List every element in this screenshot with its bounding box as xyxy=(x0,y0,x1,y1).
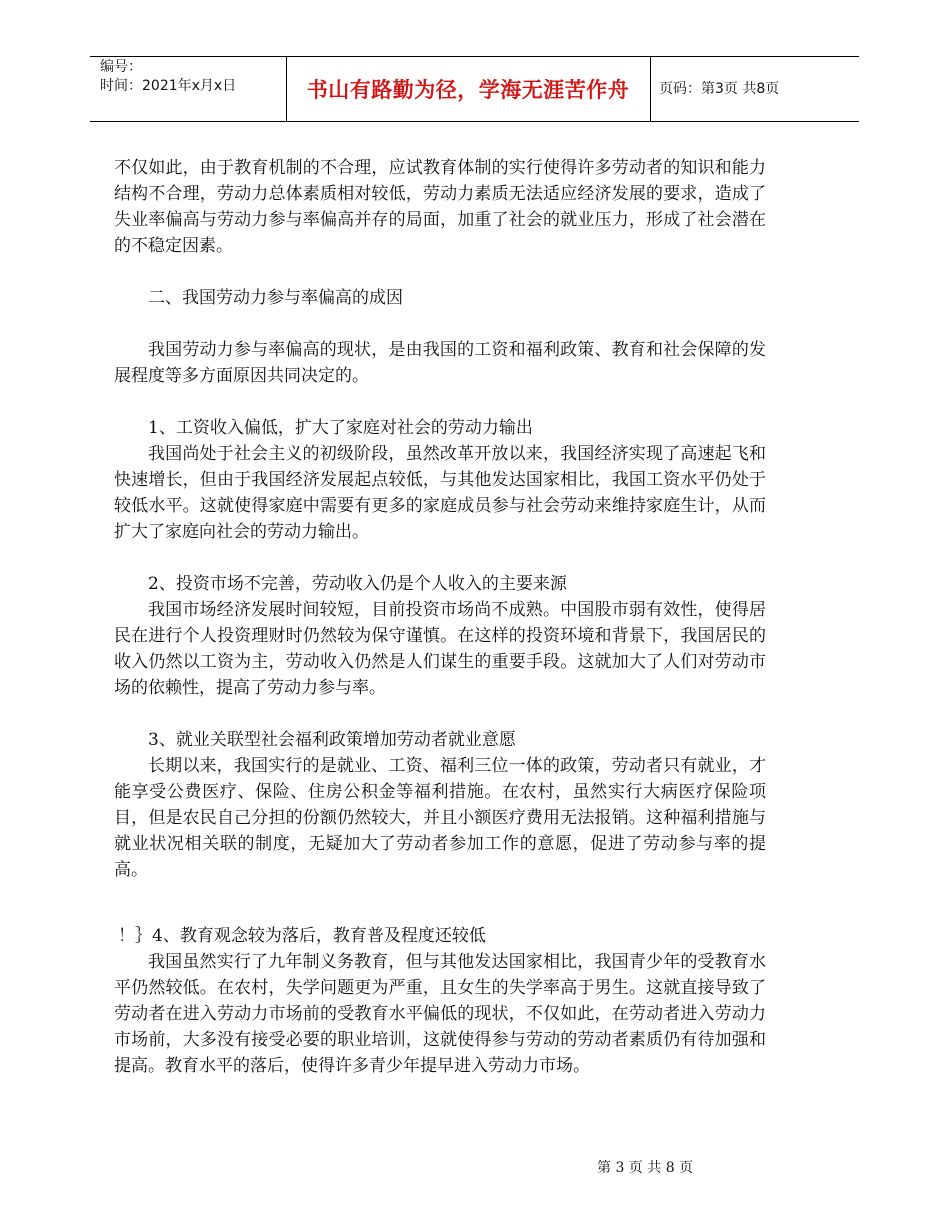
subsection-title-2: 2、投资市场不完善，劳动收入仍是个人收入的主要来源 xyxy=(148,574,567,594)
subsection-title-3: 3、就业关联型社会福利政策增加劳动者就业意愿 xyxy=(148,730,516,750)
paragraph: 我国劳动力参与率偏高的现状，是由我国的工资和福利政策、教育和社会保障的发展程度等多方面原因共同决定的。 xyxy=(114,340,766,386)
paragraph: 长期以来，我国实行的是就业、工资、福利三位一体的政策，劳动者只有就业，才能享受公费医疗、保险、住房公积金等福利措施。在农村，虽然实行大病医疗保险项目，但是农民自己分担的份额仍然较大，并且小额医疗费用无法报销。这种福利措施与就业状况相关联的制度，无疑加大了劳动者参加工作的意愿，促进了劳动参与率的提高。 xyxy=(114,756,766,880)
paragraph: 我国尚处于社会主义的初级阶段，虽然改革开放以来，我国经济实现了高速起飞和快速增长，但由于我国经济发展起点较低，与其他发达国家相比，我国工资水平仍处于较低水平。这就使得家庭中需要有更多的家庭成员参与社会劳动来维持家庭生计，从而扩大了家庭向社会的劳动力输出。 xyxy=(114,444,766,542)
header-divider-right xyxy=(650,56,651,121)
paragraph: 不仅如此，由于教育机制的不合理，应试教育体制的实行使得许多劳动者的知识和能力结构不合理，劳动力总体素质相对较低，劳动力素质无法适应经济发展的要求，造成了失业率偏高与劳动力参与率偏高并存的局面，加重了社会的就业压力，形成了社会潜在的不稳定因素。 xyxy=(114,158,766,256)
header-bottom-rule xyxy=(90,121,859,122)
paragraph: 我国虽然实行了九年制义务教育，但与其他发达国家相比，我国青少年的受教育水平仍然较低。在农村，失学问题更为严重，且女生的失学率高于男生。这就直接导致了劳动者在进入劳动力市场前的受教育水平偏低的现状，不仅如此，在劳动者进入劳动力市场前，大多没有接受必要的职业培训，这就使得参与劳动的劳动者素质仍有待加强和提高。教育水平的落后，使得许多青少年提早进入劳动力市场。 xyxy=(114,952,766,1076)
paragraph: 我国市场经济发展时间较短，目前投资市场尚不成熟。中国股市弱有效性，使得居民在进行个人投资理财时仍然较为保守谨慎。在这样的投资环境和背景下，我国居民的收入仍然以工资为主，劳动收入仍然是人们谋生的重要手段。这就加大了人们对劳动市场的依赖性，提高了劳动力参与率。 xyxy=(114,600,766,698)
subsection-title-1: 1、工资收入偏低，扩大了家庭对社会的劳动力输出 xyxy=(148,418,533,438)
header-meta xyxy=(100,58,236,96)
header-motto: 书山有路勤为径，学海无涯苦作舟 xyxy=(306,77,630,102)
header-page-info: 页码：第3页 共8页 xyxy=(659,81,780,97)
subsection-title-4: ！｝4、教育观念较为落后，教育普及程度还较低 xyxy=(118,926,486,946)
doc-date: 时间：2021年x月x日 xyxy=(100,78,237,94)
document-body xyxy=(114,155,766,1079)
doc-number-label: 编号： xyxy=(100,59,142,75)
section-heading: 二、我国劳动力参与率偏高的成因 xyxy=(148,288,403,308)
page-footer: 第 3 页 共 8 页 xyxy=(597,1160,694,1176)
